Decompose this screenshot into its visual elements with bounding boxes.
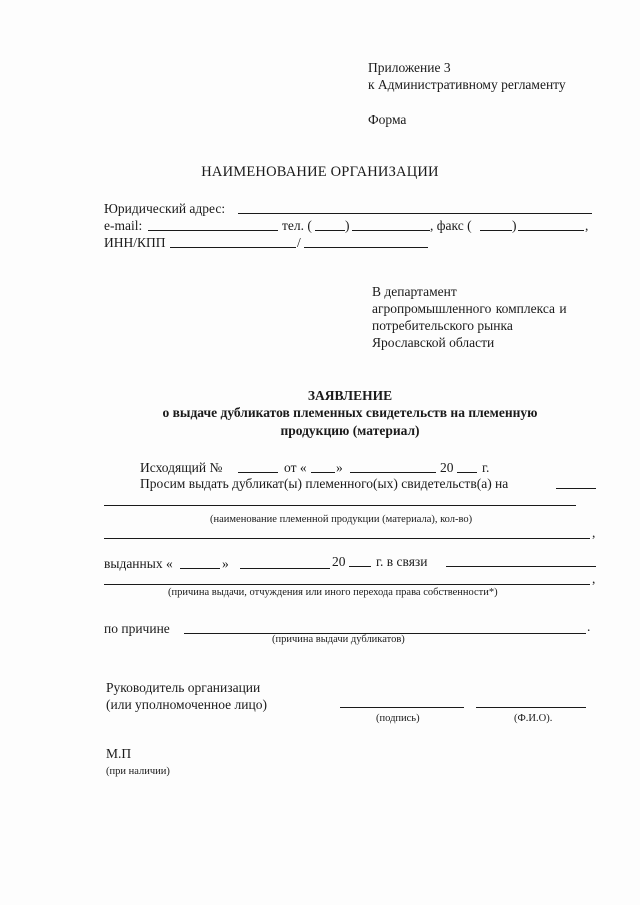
product-field[interactable]	[104, 505, 576, 506]
comma-2: ,	[592, 571, 596, 586]
form-label: Форма	[368, 112, 407, 127]
inn-field[interactable]	[170, 247, 296, 248]
year-field[interactable]	[457, 472, 477, 473]
document-subtitle-2: продукцию (материал)	[280, 423, 420, 438]
address-label: Юридический адрес:	[104, 201, 226, 216]
organization-name: НАИМЕНОВАНИЕ ОРГАНИЗАЦИИ	[201, 164, 439, 180]
full-name-hint: (Ф.И.О).	[514, 713, 553, 724]
phone-code-field[interactable]	[315, 230, 345, 231]
phone-label: тел. (	[282, 218, 312, 233]
reason-field[interactable]	[446, 566, 596, 567]
stamp-note: (при наличии)	[106, 766, 170, 777]
day-field[interactable]	[311, 472, 335, 473]
full-name-field[interactable]	[476, 707, 586, 708]
head-label-1: Руководитель организации	[106, 680, 261, 695]
request-field-end[interactable]	[556, 488, 596, 489]
document-title: ЗАЯВЛЕНИЕ	[307, 388, 393, 403]
issued-year-field[interactable]	[349, 566, 371, 567]
issued-day-field[interactable]	[180, 568, 220, 569]
fax-field[interactable]	[518, 230, 584, 231]
comma: ,	[585, 218, 589, 233]
reason-hint: (причина выдачи, отчуждения или иного перехода права собственности*)	[168, 587, 498, 598]
fax-label: , факс (	[430, 218, 472, 233]
appendix-label: Приложение 3	[368, 60, 451, 75]
fax-code-field[interactable]	[480, 230, 512, 231]
recipient-line-1: В департамент	[372, 284, 457, 299]
month-field[interactable]	[350, 472, 436, 473]
email-field[interactable]	[148, 230, 278, 231]
year-suffix: г.	[482, 460, 490, 475]
inn-kpp-label: ИНН/КПП	[104, 235, 166, 250]
head-label-2: (или уполномоченное лицо)	[106, 697, 267, 712]
by-reason-label: по причине	[104, 621, 170, 636]
recipient-line-2: агропромышленного комплекса и	[372, 301, 567, 316]
inn-kpp-separator: /	[297, 235, 301, 250]
stamp-label: М.П	[106, 746, 132, 761]
product-field-continued[interactable]	[104, 538, 590, 539]
address-field[interactable]	[238, 213, 592, 214]
from-label: от «	[284, 460, 307, 475]
kpp-field[interactable]	[304, 247, 428, 248]
comma-1: ,	[592, 525, 596, 540]
year-prefix: 20	[440, 460, 454, 475]
phone-close: )	[345, 218, 350, 233]
signature-hint: (подпись)	[376, 713, 420, 724]
duplicate-reason-hint: (причина выдачи дубликатов)	[272, 634, 405, 645]
issued-label: выданных «	[104, 556, 173, 571]
issued-year-suffix: г. в связи	[376, 554, 428, 569]
email-label: e-mail:	[104, 218, 143, 233]
recipient-line-3: потребительского рынка	[372, 318, 513, 333]
request-text: Просим выдать дубликат(ы) племенного(ых) свидетельств(а) на	[140, 476, 509, 491]
regulation-label: к Административному регламенту	[368, 77, 566, 92]
outgoing-number-label: Исходящий №	[140, 460, 223, 475]
fax-close: )	[512, 218, 517, 233]
period: .	[587, 619, 591, 634]
quote-close: »	[336, 460, 343, 475]
issued-quote-close: »	[222, 556, 229, 571]
phone-field[interactable]	[352, 230, 430, 231]
document-subtitle-1: о выдаче дубликатов племенных свидетельств на племенную	[162, 405, 538, 420]
product-hint: (наименование племенной продукции (материала), кол-во)	[210, 514, 473, 525]
signature-field[interactable]	[340, 707, 464, 708]
recipient-line-4: Ярославской области	[372, 335, 495, 350]
issued-year-prefix: 20	[332, 554, 346, 569]
outgoing-number-field[interactable]	[238, 472, 278, 473]
issued-month-field[interactable]	[240, 568, 330, 569]
